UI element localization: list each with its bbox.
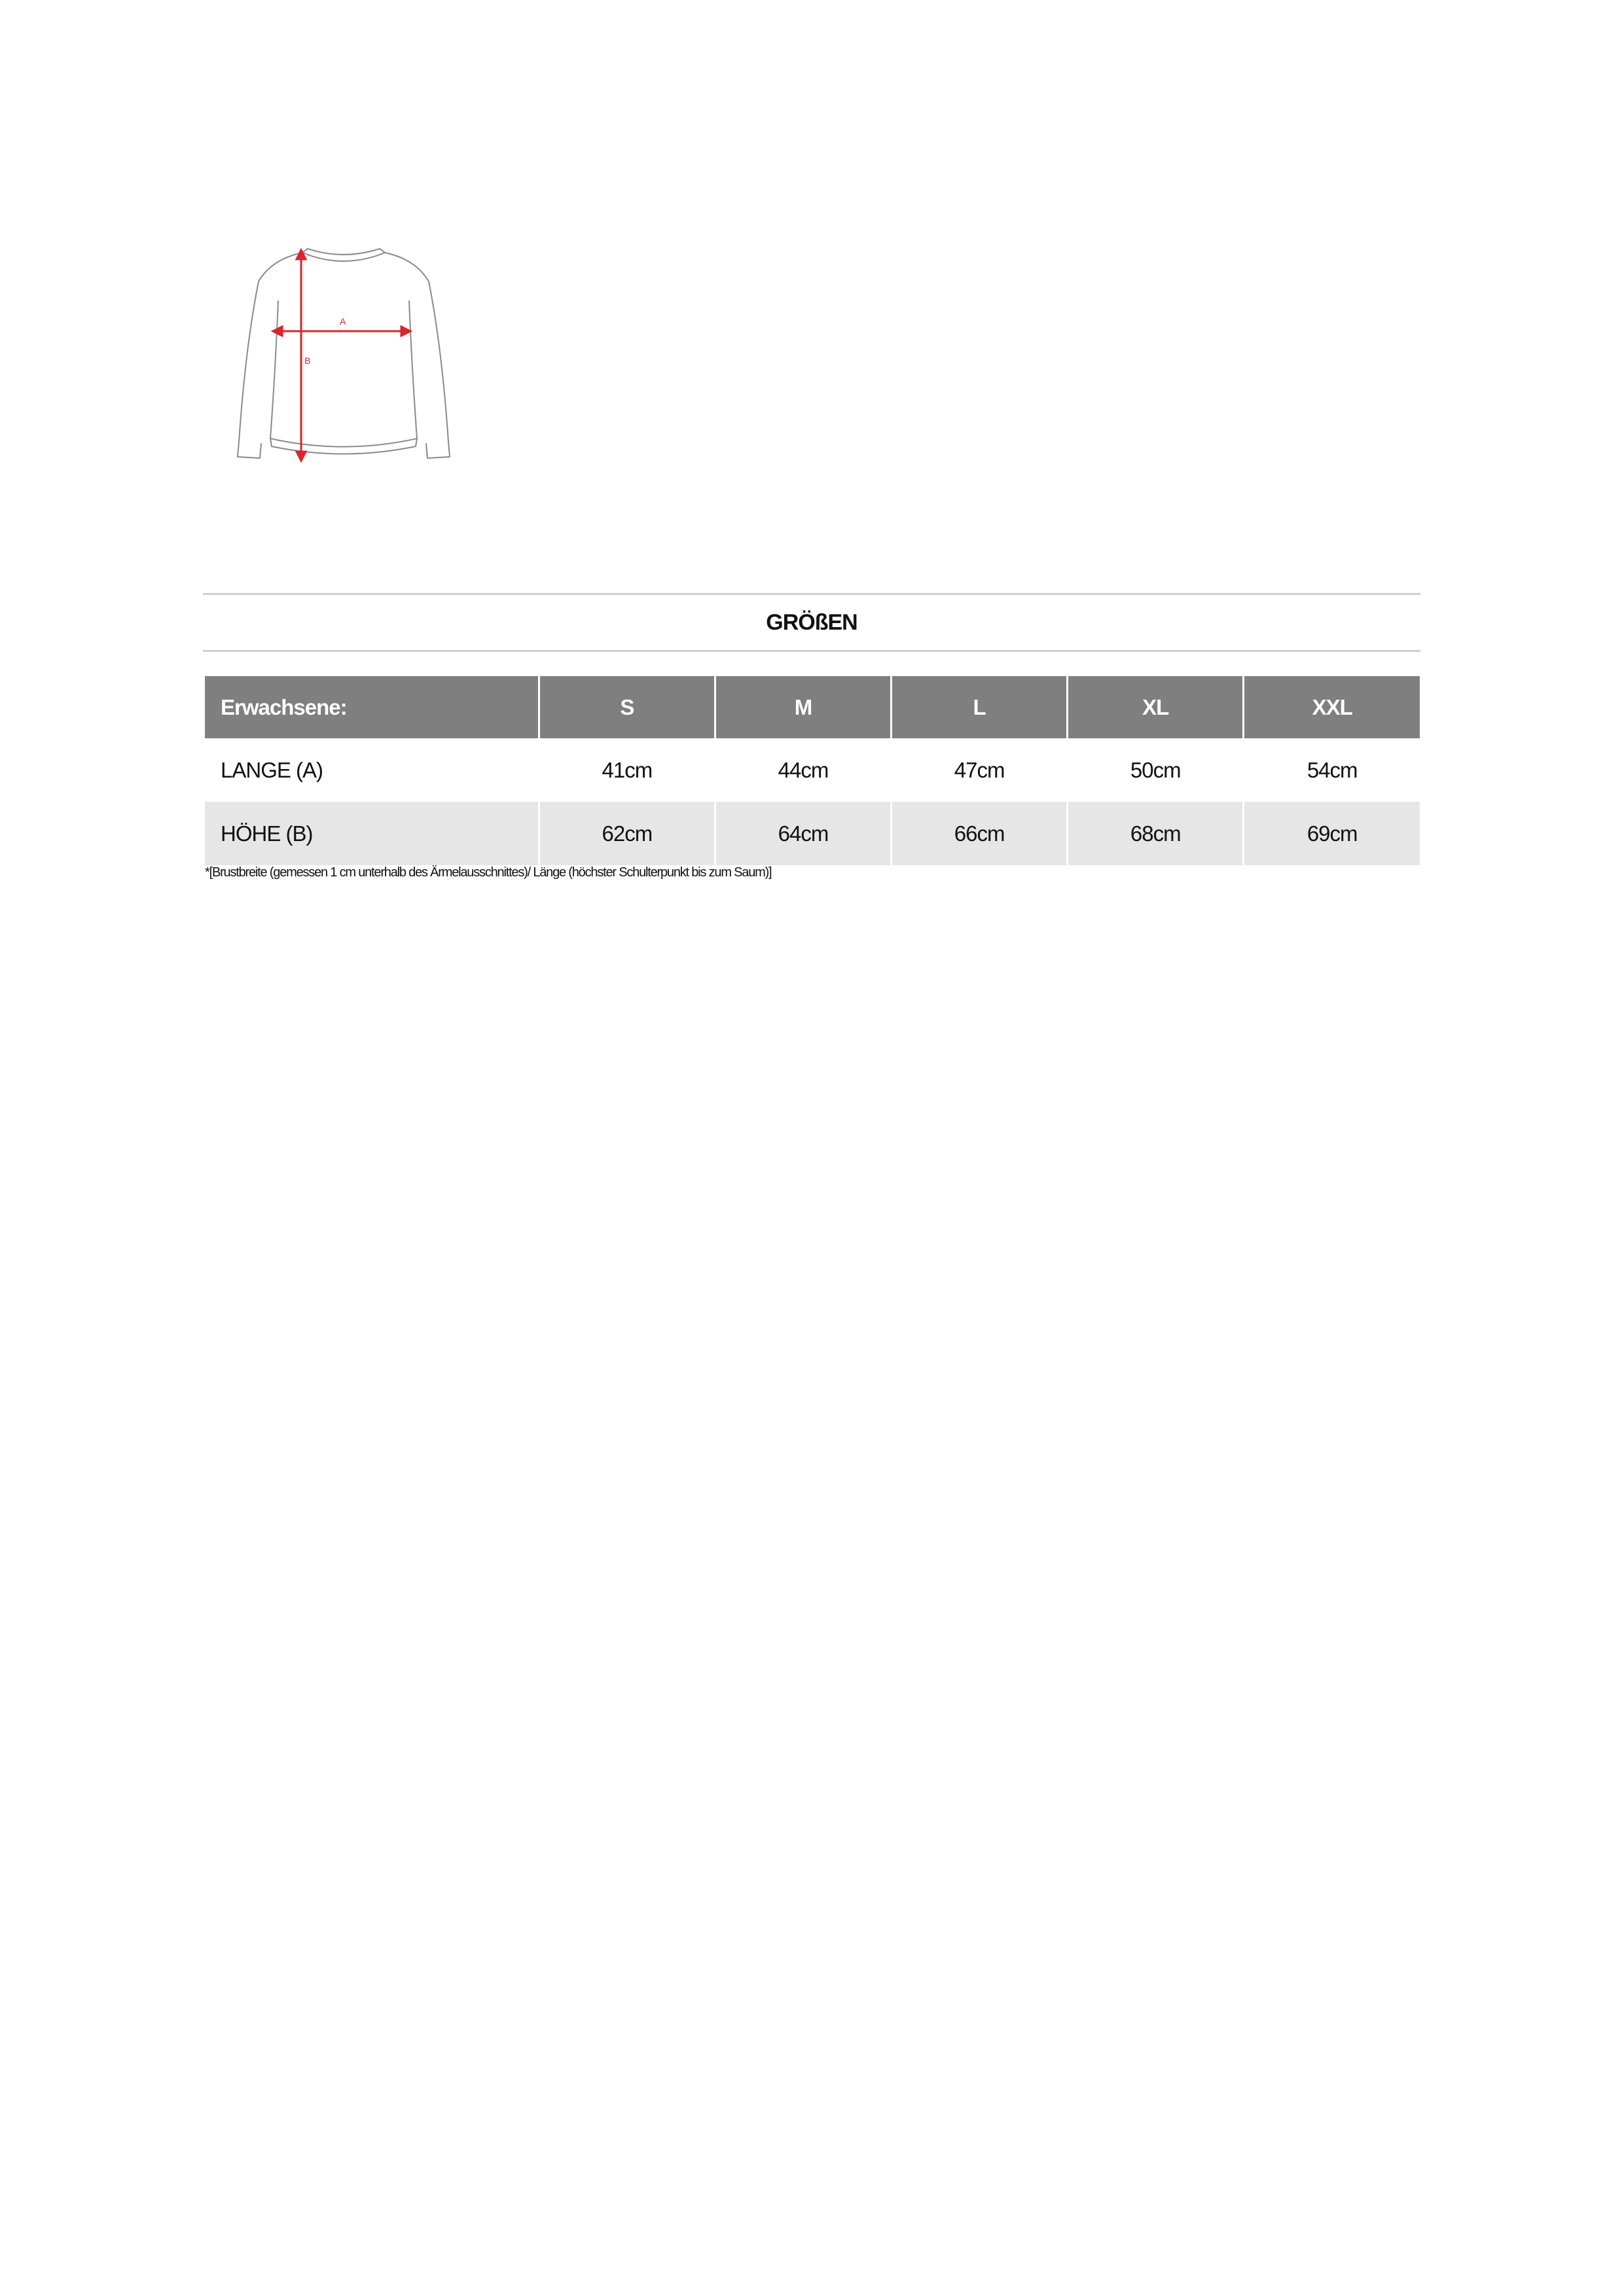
label-a: A — [340, 316, 346, 327]
size-header: L — [892, 676, 1068, 738]
header-label: Erwachsene: — [205, 676, 539, 738]
table-cell: 69cm — [1244, 802, 1420, 865]
measurement-arrows — [273, 250, 410, 461]
table-cell: 47cm — [892, 738, 1068, 802]
label-b: B — [304, 355, 311, 366]
sweater-outline — [238, 249, 450, 458]
section-title: GRÖßEN — [766, 609, 857, 635]
table-row — [205, 738, 1420, 802]
table-row — [205, 802, 1420, 865]
size-header: XXL — [1244, 676, 1420, 738]
size-header: S — [539, 676, 715, 738]
footnote: *[Brustbreite (gemessen 1 cm unterhalb des Ärmelausschnittes)/ Länge (höchster Schulterpunkt bis zum Saum)] — [205, 865, 772, 880]
section-header — [203, 593, 1420, 652]
table-cell: 68cm — [1068, 802, 1244, 865]
sweater-measurement-diagram — [213, 236, 471, 475]
table-cell: 50cm — [1068, 738, 1244, 802]
size-header: M — [715, 676, 891, 738]
table-cell: 44cm — [715, 738, 891, 802]
row-label: HÖHE (B) — [205, 802, 539, 865]
size-header: XL — [1068, 676, 1244, 738]
table-cell: 66cm — [892, 802, 1068, 865]
table-cell: 41cm — [539, 738, 715, 802]
table-header-row — [205, 676, 1420, 738]
table-cell: 64cm — [715, 802, 891, 865]
row-label: LANGE (A) — [221, 757, 323, 782]
table-cell: 62cm — [539, 802, 715, 865]
size-table — [205, 676, 1420, 865]
table-cell: 54cm — [1244, 738, 1420, 802]
